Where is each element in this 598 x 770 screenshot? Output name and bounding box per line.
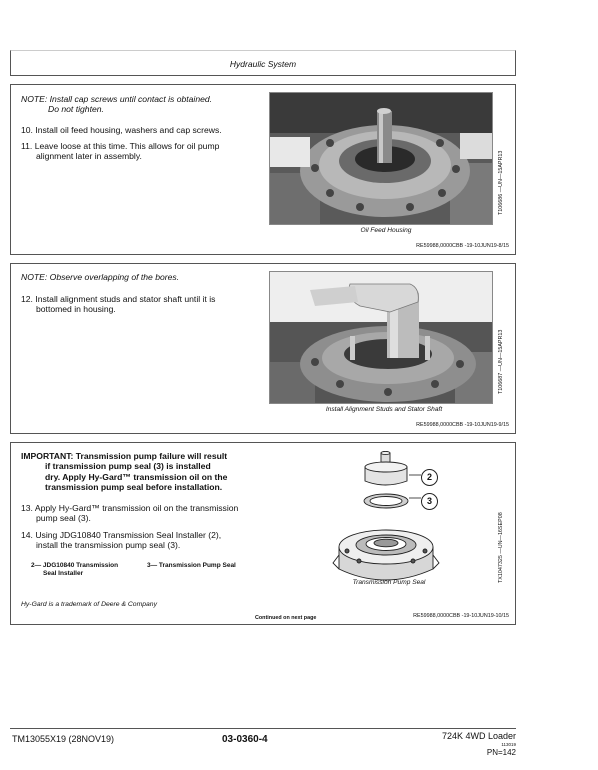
reference-code-1: RE59988,0000CBB -19-10JUN19-8/15	[416, 243, 509, 249]
step-10: 10. Install oil feed housing, washers and cap screws.	[21, 125, 222, 135]
important-notice	[21, 451, 271, 493]
trademark-note: Hy-Gard is a trademark of Deere & Company	[21, 601, 157, 608]
legend-item-2-line2: Seal Installer	[43, 570, 84, 577]
note-1	[21, 94, 261, 115]
reference-code-2: RE59988,0000CBB -19-10JUN19-9/15	[416, 422, 509, 428]
legend-item-2	[31, 562, 141, 578]
transmission-pump-seal-illustration	[329, 451, 469, 587]
continued-note: Continued on next page	[255, 615, 317, 621]
instruction-block-3	[10, 442, 516, 625]
small-code: 113019	[501, 742, 516, 747]
page-pn: PN=142	[486, 748, 516, 757]
callout-3-label: 3	[426, 496, 432, 506]
alignment-studs-photo	[269, 271, 493, 404]
step-13	[21, 503, 271, 524]
note-1-line2: Do not tighten.	[48, 104, 104, 115]
oil-feed-housing-photo	[269, 92, 493, 225]
section-header	[10, 50, 516, 76]
instruction-block-2	[10, 263, 516, 434]
step-12-line1: 12. Install alignment studs and stator shaft until it is	[21, 294, 216, 304]
step-14-line2: install the transmission pump seal (3).	[36, 540, 181, 551]
legend-item-3: 3— Transmission Pump Seal	[147, 562, 236, 569]
important-line1: IMPORTANT: Transmission pump failure will result	[21, 451, 228, 461]
note-1-line1: NOTE: Install cap screws until contact is obtained.	[21, 94, 213, 104]
step-11-line2: alignment later in assembly.	[36, 151, 142, 162]
callout-2	[421, 469, 438, 486]
illustration-caption: Transmission Pump Seal	[352, 579, 426, 586]
image-code-1: T106686 —UN—15APR13	[498, 150, 504, 215]
important-line2: if transmission pump seal (3) is installed	[45, 461, 211, 472]
step-13-line1: 13. Apply Hy-Gard™ transmission oil on the transmission	[21, 503, 239, 513]
step-14	[21, 530, 271, 551]
important-line4: transmission pump seal before installation.	[45, 482, 223, 493]
photo-caption-1: Oil Feed Housing	[360, 227, 412, 234]
reference-code-3: RE59988,0000CBB -19-10JUN19-10/15	[413, 613, 509, 619]
instruction-block-1	[10, 84, 516, 255]
step-11-line1: 11. Leave loose at this time. This allows for oil pump	[21, 141, 220, 151]
note-2: NOTE: Observe overlapping of the bores.	[21, 272, 180, 282]
step-11	[21, 141, 271, 162]
manual-id: TM13055X19 (28NOV19)	[12, 734, 115, 744]
step-12-line2: bottomed in housing.	[36, 304, 116, 315]
image-code-3: TX1047325 —UN—16SEP08	[498, 512, 504, 583]
photo-caption-2: Install Alignment Studs and Stator Shaft	[325, 406, 443, 413]
step-14-line1: 14. Using JDG10840 Transmission Seal Installer (2),	[21, 530, 222, 540]
footer-rule	[10, 728, 516, 729]
model-name: 724K 4WD Loader	[441, 731, 516, 741]
important-line3: dry. Apply Hy-Gard™ transmission oil on the	[45, 471, 228, 482]
section-title: Hydraulic System	[229, 59, 297, 69]
step-12	[21, 294, 271, 315]
image-code-2: T106687 —UN—15APR13	[498, 329, 504, 394]
page-number: 03-0360-4	[222, 734, 268, 745]
callout-3	[421, 493, 438, 510]
legend-item-2-line1: 2— JDG10840 Transmission	[31, 562, 119, 569]
step-13-line2: pump seal (3).	[36, 513, 91, 524]
callout-2-label: 2	[426, 472, 432, 482]
